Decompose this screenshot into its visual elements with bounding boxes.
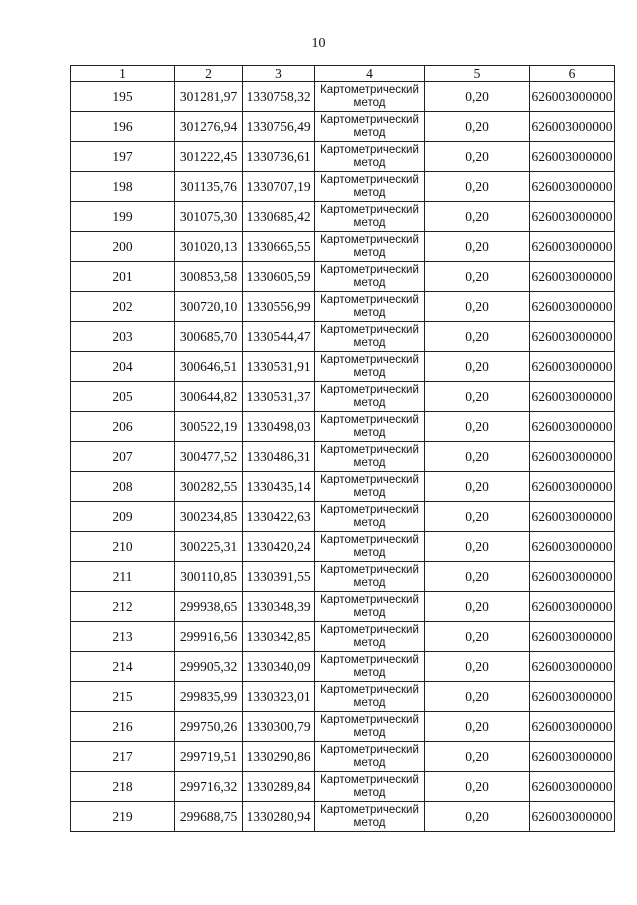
table-row — [71, 412, 615, 442]
point-number-cell: 205 — [71, 382, 175, 412]
table-header-row — [71, 66, 615, 82]
method-cell — [315, 442, 425, 472]
accuracy-cell: 0,20 — [425, 562, 530, 592]
accuracy-cell: 0,20 — [425, 172, 530, 202]
accuracy-cell: 0,20 — [425, 232, 530, 262]
table-row — [71, 232, 615, 262]
method-line-2: метод — [353, 366, 386, 379]
method-cell — [315, 232, 425, 262]
table-row — [71, 622, 615, 652]
x-coordinate-cell: 300234,85 — [175, 502, 243, 532]
method-line-1: Картометрический — [320, 413, 419, 426]
method-line-2: метод — [353, 126, 386, 139]
method-line-2: метод — [353, 696, 386, 709]
accuracy-cell: 0,20 — [425, 112, 530, 142]
method-cell — [315, 772, 425, 802]
accuracy-cell: 0,20 — [425, 742, 530, 772]
y-coordinate-cell: 1330391,55 — [243, 562, 315, 592]
method-line-1: Картометрический — [320, 83, 419, 96]
code-cell: 626003000000 — [530, 622, 615, 652]
code-cell: 626003000000 — [530, 82, 615, 112]
method-line-2: метод — [353, 636, 386, 649]
method-cell — [315, 292, 425, 322]
point-number-cell: 213 — [71, 622, 175, 652]
point-number-cell: 204 — [71, 352, 175, 382]
code-cell: 626003000000 — [530, 532, 615, 562]
y-coordinate-cell: 1330707,19 — [243, 172, 315, 202]
method-line-2: метод — [353, 516, 386, 529]
method-line-2: метод — [353, 156, 386, 169]
method-line-2: метод — [353, 786, 386, 799]
method-cell — [315, 472, 425, 502]
method-line-1: Картометрический — [320, 713, 419, 726]
accuracy-cell: 0,20 — [425, 142, 530, 172]
y-coordinate-cell: 1330289,84 — [243, 772, 315, 802]
table-row — [71, 742, 615, 772]
x-coordinate-cell: 300282,55 — [175, 472, 243, 502]
code-cell: 626003000000 — [530, 142, 615, 172]
table-row — [71, 82, 615, 112]
accuracy-cell: 0,20 — [425, 262, 530, 292]
method-line-1: Картометрический — [320, 563, 419, 576]
method-cell — [315, 112, 425, 142]
x-coordinate-cell: 301276,94 — [175, 112, 243, 142]
y-coordinate-cell: 1330544,47 — [243, 322, 315, 352]
code-cell: 626003000000 — [530, 202, 615, 232]
accuracy-cell: 0,20 — [425, 82, 530, 112]
x-coordinate-cell: 300477,52 — [175, 442, 243, 472]
accuracy-cell: 0,20 — [425, 322, 530, 352]
method-line-1: Картометрический — [320, 203, 419, 216]
method-cell — [315, 412, 425, 442]
method-line-2: метод — [353, 336, 386, 349]
x-coordinate-cell: 301222,45 — [175, 142, 243, 172]
y-coordinate-cell: 1330300,79 — [243, 712, 315, 742]
method-line-1: Картометрический — [320, 263, 419, 276]
method-line-1: Картометрический — [320, 533, 419, 546]
table-row — [71, 502, 615, 532]
method-cell — [315, 502, 425, 532]
table-row — [71, 802, 615, 832]
method-line-1: Картометрический — [320, 143, 419, 156]
y-coordinate-cell: 1330290,86 — [243, 742, 315, 772]
accuracy-cell: 0,20 — [425, 202, 530, 232]
method-line-1: Картометрический — [320, 623, 419, 636]
x-coordinate-cell: 301075,30 — [175, 202, 243, 232]
method-cell — [315, 532, 425, 562]
method-cell — [315, 802, 425, 832]
method-line-2: метод — [353, 546, 386, 559]
y-coordinate-cell: 1330605,59 — [243, 262, 315, 292]
column-header: 4 — [315, 66, 425, 82]
code-cell: 626003000000 — [530, 592, 615, 622]
x-coordinate-cell: 300646,51 — [175, 352, 243, 382]
method-cell — [315, 202, 425, 232]
point-number-cell: 201 — [71, 262, 175, 292]
table-row — [71, 262, 615, 292]
table-row — [71, 172, 615, 202]
point-number-cell: 203 — [71, 322, 175, 352]
x-coordinate-cell: 301020,13 — [175, 232, 243, 262]
method-line-1: Картометрический — [320, 383, 419, 396]
method-line-2: метод — [353, 456, 386, 469]
table-row — [71, 652, 615, 682]
method-line-1: Картометрический — [320, 803, 419, 816]
table-row — [71, 142, 615, 172]
code-cell: 626003000000 — [530, 652, 615, 682]
method-line-1: Картометрический — [320, 593, 419, 606]
point-number-cell: 202 — [71, 292, 175, 322]
page-number: 10 — [311, 36, 326, 51]
point-number-cell: 215 — [71, 682, 175, 712]
table-row — [71, 352, 615, 382]
y-coordinate-cell: 1330736,61 — [243, 142, 315, 172]
y-coordinate-cell: 1330531,91 — [243, 352, 315, 382]
x-coordinate-cell: 301281,97 — [175, 82, 243, 112]
method-cell — [315, 622, 425, 652]
method-line-2: метод — [353, 396, 386, 409]
coordinates-table — [70, 65, 615, 832]
x-coordinate-cell: 300685,70 — [175, 322, 243, 352]
x-coordinate-cell: 300225,31 — [175, 532, 243, 562]
method-line-2: метод — [353, 666, 386, 679]
point-number-cell: 209 — [71, 502, 175, 532]
point-number-cell: 219 — [71, 802, 175, 832]
method-line-2: метод — [353, 96, 386, 109]
method-line-2: метод — [353, 426, 386, 439]
y-coordinate-cell: 1330665,55 — [243, 232, 315, 262]
point-number-cell: 217 — [71, 742, 175, 772]
accuracy-cell: 0,20 — [425, 622, 530, 652]
y-coordinate-cell: 1330498,03 — [243, 412, 315, 442]
table-row — [71, 772, 615, 802]
y-coordinate-cell: 1330340,09 — [243, 652, 315, 682]
table-row — [71, 682, 615, 712]
table-body — [71, 82, 615, 832]
method-line-1: Картометрический — [320, 443, 419, 456]
method-line-1: Картометрический — [320, 503, 419, 516]
accuracy-cell: 0,20 — [425, 682, 530, 712]
table-row — [71, 562, 615, 592]
point-number-cell: 208 — [71, 472, 175, 502]
accuracy-cell: 0,20 — [425, 472, 530, 502]
method-line-1: Картометрический — [320, 743, 419, 756]
point-number-cell: 199 — [71, 202, 175, 232]
table-row — [71, 472, 615, 502]
x-coordinate-cell: 300720,10 — [175, 292, 243, 322]
code-cell: 626003000000 — [530, 382, 615, 412]
x-coordinate-cell: 300644,82 — [175, 382, 243, 412]
point-number-cell: 216 — [71, 712, 175, 742]
table-row — [71, 592, 615, 622]
y-coordinate-cell: 1330422,63 — [243, 502, 315, 532]
y-coordinate-cell: 1330531,37 — [243, 382, 315, 412]
point-number-cell: 197 — [71, 142, 175, 172]
accuracy-cell: 0,20 — [425, 292, 530, 322]
method-cell — [315, 262, 425, 292]
method-line-2: метод — [353, 726, 386, 739]
method-cell — [315, 142, 425, 172]
accuracy-cell: 0,20 — [425, 502, 530, 532]
point-number-cell: 206 — [71, 412, 175, 442]
table-row — [71, 322, 615, 352]
method-cell — [315, 352, 425, 382]
method-cell — [315, 172, 425, 202]
method-line-2: метод — [353, 246, 386, 259]
accuracy-cell: 0,20 — [425, 382, 530, 412]
method-line-1: Картометрический — [320, 353, 419, 366]
code-cell: 626003000000 — [530, 292, 615, 322]
code-cell: 626003000000 — [530, 262, 615, 292]
method-cell — [315, 562, 425, 592]
accuracy-cell: 0,20 — [425, 772, 530, 802]
y-coordinate-cell: 1330280,94 — [243, 802, 315, 832]
y-coordinate-cell: 1330342,85 — [243, 622, 315, 652]
y-coordinate-cell: 1330420,24 — [243, 532, 315, 562]
y-coordinate-cell: 1330323,01 — [243, 682, 315, 712]
method-line-1: Картометрический — [320, 113, 419, 126]
method-line-2: метод — [353, 606, 386, 619]
point-number-cell: 214 — [71, 652, 175, 682]
x-coordinate-cell: 300522,19 — [175, 412, 243, 442]
code-cell: 626003000000 — [530, 172, 615, 202]
accuracy-cell: 0,20 — [425, 712, 530, 742]
table-row — [71, 442, 615, 472]
method-line-1: Картометрический — [320, 293, 419, 306]
y-coordinate-cell: 1330758,32 — [243, 82, 315, 112]
point-number-cell: 198 — [71, 172, 175, 202]
x-coordinate-cell: 299716,32 — [175, 772, 243, 802]
point-number-cell: 212 — [71, 592, 175, 622]
y-coordinate-cell: 1330486,31 — [243, 442, 315, 472]
accuracy-cell: 0,20 — [425, 532, 530, 562]
method-cell — [315, 742, 425, 772]
y-coordinate-cell: 1330348,39 — [243, 592, 315, 622]
method-line-1: Картометрический — [320, 173, 419, 186]
method-cell — [315, 682, 425, 712]
code-cell: 626003000000 — [530, 352, 615, 382]
code-cell: 626003000000 — [530, 562, 615, 592]
x-coordinate-cell: 299688,75 — [175, 802, 243, 832]
x-coordinate-cell: 299835,99 — [175, 682, 243, 712]
code-cell: 626003000000 — [530, 772, 615, 802]
x-coordinate-cell: 299719,51 — [175, 742, 243, 772]
method-line-1: Картометрический — [320, 473, 419, 486]
point-number-cell: 195 — [71, 82, 175, 112]
method-line-1: Картометрический — [320, 773, 419, 786]
column-header: 6 — [530, 66, 615, 82]
y-coordinate-cell: 1330756,49 — [243, 112, 315, 142]
y-coordinate-cell: 1330556,99 — [243, 292, 315, 322]
method-line-2: метод — [353, 306, 386, 319]
code-cell: 626003000000 — [530, 742, 615, 772]
column-header: 2 — [175, 66, 243, 82]
code-cell: 626003000000 — [530, 502, 615, 532]
accuracy-cell: 0,20 — [425, 802, 530, 832]
accuracy-cell: 0,20 — [425, 652, 530, 682]
method-line-2: метод — [353, 576, 386, 589]
point-number-cell: 196 — [71, 112, 175, 142]
code-cell: 626003000000 — [530, 472, 615, 502]
method-cell — [315, 712, 425, 742]
y-coordinate-cell: 1330435,14 — [243, 472, 315, 502]
code-cell: 626003000000 — [530, 442, 615, 472]
table-row — [71, 712, 615, 742]
x-coordinate-cell: 299938,65 — [175, 592, 243, 622]
method-line-1: Картометрический — [320, 653, 419, 666]
code-cell: 626003000000 — [530, 682, 615, 712]
accuracy-cell: 0,20 — [425, 442, 530, 472]
x-coordinate-cell: 301135,76 — [175, 172, 243, 202]
method-line-2: метод — [353, 186, 386, 199]
table-row — [71, 292, 615, 322]
column-header: 3 — [243, 66, 315, 82]
method-line-2: метод — [353, 756, 386, 769]
x-coordinate-cell: 299750,26 — [175, 712, 243, 742]
x-coordinate-cell: 300110,85 — [175, 562, 243, 592]
method-cell — [315, 592, 425, 622]
table-row — [71, 202, 615, 232]
method-line-1: Картометрический — [320, 683, 419, 696]
table-row — [71, 382, 615, 412]
method-line-2: метод — [353, 276, 386, 289]
point-number-cell: 210 — [71, 532, 175, 562]
accuracy-cell: 0,20 — [425, 592, 530, 622]
method-cell — [315, 652, 425, 682]
method-line-2: метод — [353, 216, 386, 229]
method-line-1: Картометрический — [320, 233, 419, 246]
method-line-2: метод — [353, 816, 386, 829]
point-number-cell: 207 — [71, 442, 175, 472]
code-cell: 626003000000 — [530, 412, 615, 442]
point-number-cell: 218 — [71, 772, 175, 802]
table-row — [71, 532, 615, 562]
column-header: 1 — [71, 66, 175, 82]
method-cell — [315, 82, 425, 112]
code-cell: 626003000000 — [530, 322, 615, 352]
y-coordinate-cell: 1330685,42 — [243, 202, 315, 232]
code-cell: 626003000000 — [530, 232, 615, 262]
method-cell — [315, 382, 425, 412]
code-cell: 626003000000 — [530, 112, 615, 142]
x-coordinate-cell: 299905,32 — [175, 652, 243, 682]
accuracy-cell: 0,20 — [425, 412, 530, 442]
point-number-cell: 200 — [71, 232, 175, 262]
x-coordinate-cell: 300853,58 — [175, 262, 243, 292]
method-cell — [315, 322, 425, 352]
accuracy-cell: 0,20 — [425, 352, 530, 382]
column-header: 5 — [425, 66, 530, 82]
code-cell: 626003000000 — [530, 712, 615, 742]
point-number-cell: 211 — [71, 562, 175, 592]
method-line-1: Картометрический — [320, 323, 419, 336]
code-cell: 626003000000 — [530, 802, 615, 832]
table-row — [71, 112, 615, 142]
x-coordinate-cell: 299916,56 — [175, 622, 243, 652]
method-line-2: метод — [353, 486, 386, 499]
